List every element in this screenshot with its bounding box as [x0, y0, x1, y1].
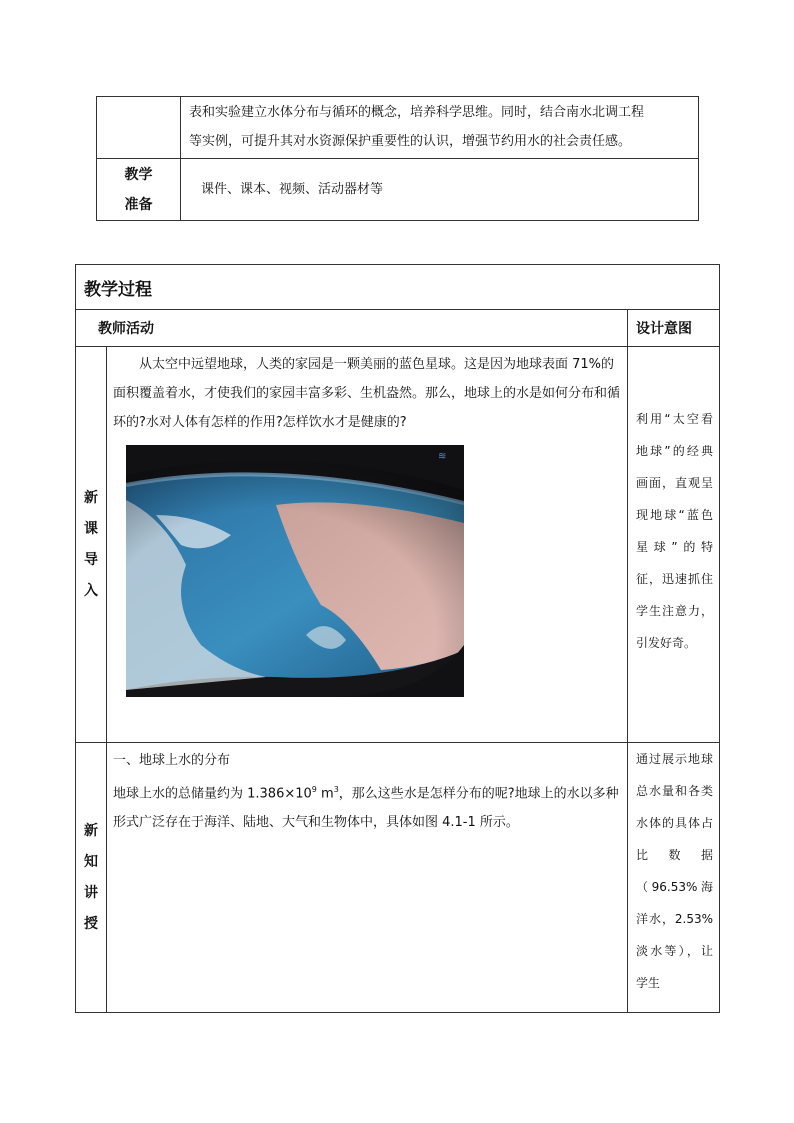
earth-from-space-image	[126, 445, 464, 697]
process-title-cell	[76, 265, 720, 310]
design-intent-text: 通过展示地球总水量和各类水体的具体占比数据（96.53%海洋水，2.53%淡水等），让学生	[636, 752, 714, 990]
teacher-header-cell	[76, 310, 628, 347]
exponent: 9	[311, 785, 317, 794]
section-label-char: 导	[84, 551, 98, 568]
paragraph-part: ，那么这些水是怎样分布的呢?地球上的水以多种形式广泛存在于海洋、陆地、大气和生物体中，具体如图 4.1-1 所示。	[113, 786, 619, 831]
col-teacher-header: 教师活动	[98, 321, 154, 337]
paragraph-part: 地球上水的总储量约为 1.386×10	[113, 786, 312, 802]
prep-label: 教学	[124, 166, 153, 183]
water-distribution-paragraph	[113, 775, 621, 837]
svg-text:≋: ≋	[438, 451, 447, 462]
prep-label-cell	[97, 159, 181, 221]
goal-text-cell	[181, 97, 699, 159]
col-design-header: 设计意图	[636, 321, 692, 337]
design-intent-cell	[628, 347, 720, 743]
section-label-char: 授	[84, 915, 98, 932]
design-intent-text: 利用“太空看地球”的经典画面，直观呈现地球“蓝色星球”的特征，迅速抓住学生注意力，引发好奇。	[636, 412, 714, 650]
process-title: 教学过程	[84, 279, 152, 300]
design-intent-cell	[628, 743, 720, 1013]
goal-text-line: 表和实验建立水体分布与循环的概念，培养科学思维。同时，结合南水北调工程	[189, 105, 645, 120]
section-label-char: 课	[84, 520, 98, 537]
section-label-char: 知	[84, 853, 98, 870]
section-label-cell	[76, 743, 107, 1013]
goals-prep-table	[96, 96, 699, 221]
goal-label-cell	[97, 97, 181, 159]
intro-paragraph: 从太空中远望地球，人类的家园是一颗美丽的蓝色星球。这是因为地球表面 71%的面积覆盖着水，才使我们的家园丰富多彩、生机盎然。那么，地球上的水是如何分布和循环的?水对人体有怎样的作用?怎样饮水才是健康的?	[113, 357, 621, 430]
section-label-char: 新	[84, 489, 98, 506]
paragraph-part: m	[316, 786, 334, 802]
section-label-char: 入	[84, 582, 98, 599]
prep-label: 准备	[124, 196, 153, 213]
design-header-cell	[628, 310, 720, 347]
goal-text-line: 等实例，可提升其对水资源保护重要性的认识，增强节约用水的社会责任感。	[189, 134, 632, 149]
teacher-activity-cell	[107, 743, 628, 1013]
section-label-char: 新	[84, 822, 98, 839]
prep-text-cell	[181, 159, 699, 221]
prep-text: 课件、课本、视频、活动器材等	[201, 182, 384, 197]
teaching-process-table	[75, 264, 720, 1013]
section-heading: 一、地球上水的分布	[113, 753, 231, 768]
section-label-cell	[76, 347, 107, 743]
exponent: 3	[333, 785, 339, 794]
section-label-char: 讲	[84, 884, 98, 901]
teacher-activity-cell	[107, 347, 628, 743]
